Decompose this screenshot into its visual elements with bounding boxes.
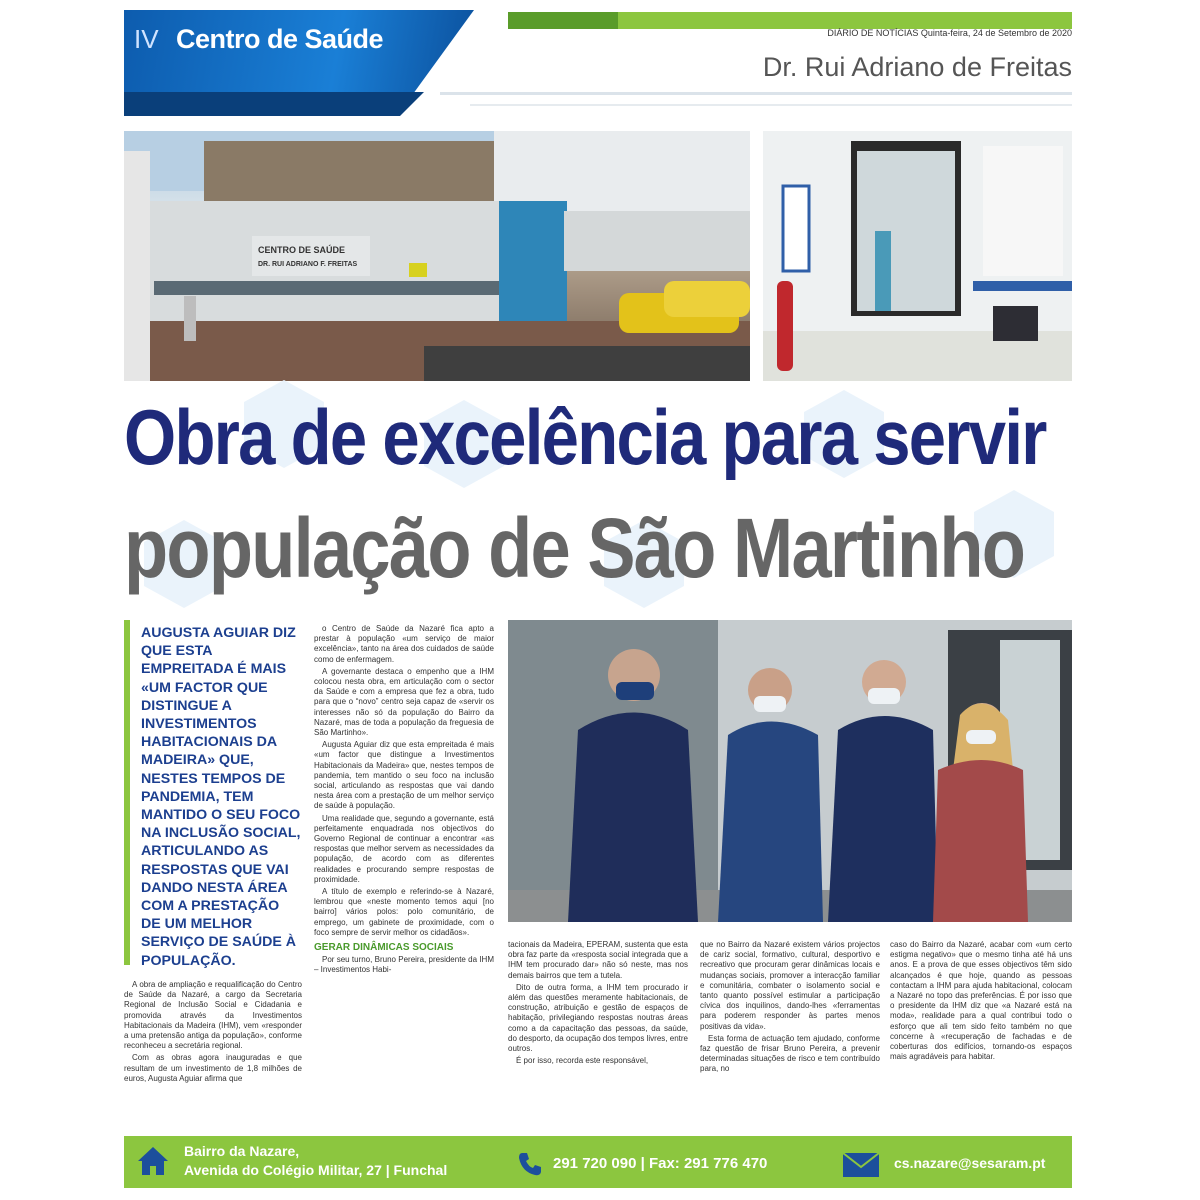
header-divider <box>440 92 1072 95</box>
paragraph: Dito de outra forma, a IHM tem procurado ir além das questões meramente habitacionais, de construção, atribuição e gestão de espaços de habitação, privilegiando respostas noutras áreas como a da capacitação das pessoas, da saúde, do desporto, da ocupação dos tempos livres, entre outros. <box>508 982 688 1054</box>
paragraph: A governante destaca o empenho que a IHM colocou nesta obra, em articulação com o sector da Saúde e com a empresa que fez a obra, tudo para que o “novo” centro seja capaz de «servir os interesses não só da população do Bairro da Nazaré, mas de toda a população da freguesia de São Martinho». <box>314 666 494 738</box>
body-column-1 <box>124 980 302 1086</box>
phone-icon <box>516 1150 544 1183</box>
body-column-5 <box>890 940 1072 1064</box>
body-column-3 <box>508 940 688 1068</box>
body-column-4 <box>700 940 880 1077</box>
paragraph: A obra de ampliação e requalificação do Centro de Saúde da Nazaré, a cargo da Secretaria Regional de Inclusão Social e Cidadania e promovida através da Investimentos Habitacionais da Madeira (IHM), vem «responder a uma pretensão antiga da população», conforme reconheceu a secretária regional. <box>124 980 302 1051</box>
paragraph: Augusta Aguiar diz que esta empreitada é mais «um factor que distingue a Investimentos Habitacionais da Madeira» que, nestes tempos de pandemia, tem mantido o seu foco na inclusão social, articulando as respostas que vai dando nesta área com a prestação de um melhor serviço de saúde à população. <box>314 740 494 811</box>
address-line-1: Bairro da Nazare, <box>184 1143 300 1159</box>
paragraph: tacionais da Madeira, EPERAM, sustenta que esta obra faz parte da «resposta social integrada que a IHM tem procurado dar» não só neste, mas nos demais bairros que tem a tutela. <box>508 940 688 980</box>
lede-text: AUGUSTA AGUIAR DIZ QUE ESTA EMPREITADA É MAIS «UM FACTOR QUE DISTINGUE A INVESTIMENTOS HABITACIONAIS DA MADEIRA» QUE, NESTES TEMPOS DE PANDEMIA, TEM MANTIDO O SEU FOCO NA INCLUSÃO SOCIAL, ARTICULANDO AS RESPOSTAS QUE VAI DANDO NESTA ÁREA COM A PRESTAÇÃO DE UM MELHOR SERVIÇO DE SAÚDE À POPULAÇÃO. <box>141 625 301 969</box>
header-accent-bar <box>508 12 1072 29</box>
paragraph: Esta forma de actuação tem ajudado, conforme faz questão de frisar Bruno Pereira, a prevenir determinadas situações de risco e tem contribuído para, no <box>700 1033 880 1074</box>
section-banner-shadow <box>124 92 424 116</box>
officials-photo <box>508 620 1072 922</box>
address-line-2: Avenida do Colégio Militar, 27 | Funchal <box>184 1162 448 1178</box>
subheading: GERAR DINÂMICAS SOCIAIS <box>314 942 454 954</box>
email-address: cs.nazare@sesaram.pt <box>894 1155 1046 1171</box>
headline-line1: Obra de excelência para servir <box>124 393 1046 481</box>
paragraph: É por isso, recorda este responsável, <box>516 1056 649 1066</box>
paragraph: caso do Bairro da Nazaré, acabar com «um certo estigma negativo» que o mesmo tinha até há uns anos. E a prova de que esses objectivos têm sido alcançados é que hoje, quando as pessoas contactam a IHM para ajuda habitacional, colocam a Nazaré no topo das preferências. É por isso que o presidente da IHM diz que «a Nazaré está na moda», realidade para a qual contribui todo o esforço que ali tem sido feito também no que concerne à «recuperação de fachadas e de coberturas dos edifícios, tornando-os espaços mais agradáveis para habitar. <box>890 940 1072 1062</box>
envelope-icon <box>842 1152 880 1183</box>
building-sign-line1: CENTRO DE SAÚDE <box>258 245 346 255</box>
paragraph: Com as obras agora inauguradas e que resultam de um investimento de 1,8 milhões de euros, Augusta Aguiar afirma que <box>124 1053 302 1083</box>
hallway-photo <box>763 131 1072 381</box>
header-divider-secondary <box>470 104 1072 106</box>
building-sign-line2: DR. RUI ADRIANO F. FREITAS <box>258 261 358 268</box>
paragraph: A título de exemplo e referindo-se à Nazaré, lembrou que «neste momento temos aqui [no bairro] vários polos: polo comunitário, de emprego, um gabinete de proximidade, com o foco sempre de servir melhor os cidadãos». <box>314 887 494 937</box>
paragraph: que no Bairro da Nazaré existem vários projectos de cariz social, formativo, cultural, desportivo e recreativo que procuram gerar dinâmicas locais e mudanças sociais, promover a interacção familiar e comunitária, combater o isolamento social e tanto quanto possível estimular a participação cívica dos inquilinos, dando-lhes «ferramentas para poderem responder às partes menos positivas da vida». <box>700 940 880 1031</box>
lede-accent-bar <box>124 620 130 965</box>
dateline: DIÁRIO DE NOTÍCIAS Quinta-feira, 24 de Setembro de 2020 <box>827 28 1072 38</box>
section-number: IV <box>134 24 159 54</box>
paragraph: Uma realidade que, segundo a governante, está perfeitamente enquadrada nos objectivos do Governo Regional de continuar a encontrar «as respostas que melhor servem as necessidades da população, de acordo com as diferentes realidades e procurando sempre respostas de proximidade. <box>314 813 494 884</box>
paragraph: Por seu turno, Bruno Pereira, presidente da IHM – Investimentos Habi- <box>314 955 494 975</box>
home-icon <box>136 1144 170 1183</box>
phone-numbers: 291 720 090 | Fax: 291 776 470 <box>553 1155 768 1172</box>
paragraph: o Centro de Saúde da Nazaré fica apto a prestar à população «um serviço de maior excelência», tanto na área dos cuidados de saúde como de enfermagem. <box>314 624 494 664</box>
page-subtitle: Dr. Rui Adriano de Freitas <box>762 52 1072 82</box>
section-title: Centro de Saúde <box>176 24 384 54</box>
building-photo <box>124 131 750 381</box>
body-column-2 <box>314 624 494 978</box>
headline-line2: população de São Martinho <box>124 501 1025 595</box>
